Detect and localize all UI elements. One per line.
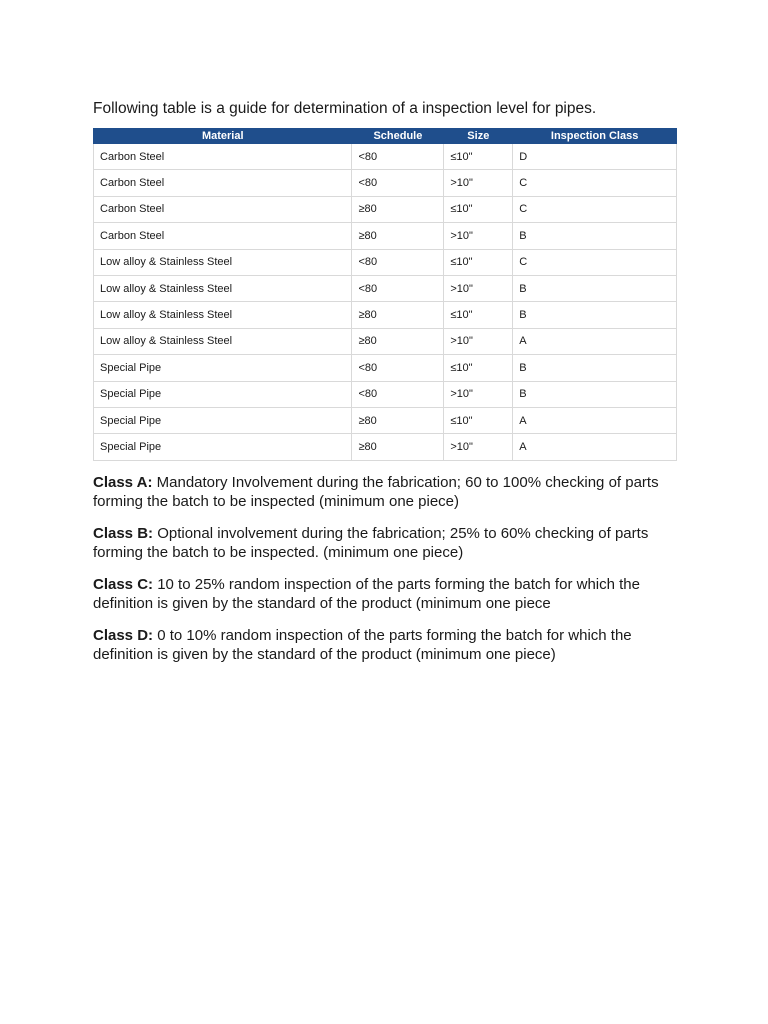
- class-c-definition: [93, 576, 677, 613]
- table-row: [94, 144, 677, 170]
- class-d-definition: [93, 627, 677, 664]
- cell-material: Low alloy & Stainless Steel: [94, 249, 352, 275]
- class-b-text: Optional involvement during the fabrication; 25% to 60% checking of parts forming the batch to be inspected. (minimum one piece): [93, 525, 649, 561]
- table-row: [94, 381, 677, 407]
- cell-size: >10": [444, 328, 513, 354]
- header-size: Size: [444, 129, 513, 144]
- cell-size: ≤10": [444, 302, 513, 328]
- cell-material: Special Pipe: [94, 355, 352, 381]
- cell-inspection-class: B: [513, 381, 677, 407]
- cell-inspection-class: C: [513, 196, 677, 222]
- cell-schedule: ≥80: [352, 328, 444, 354]
- cell-inspection-class: A: [513, 328, 677, 354]
- cell-size: ≤10": [444, 144, 513, 170]
- class-b-definition: [93, 525, 677, 562]
- cell-inspection-class: D: [513, 144, 677, 170]
- cell-material: Special Pipe: [94, 407, 352, 433]
- inspection-level-table: [93, 128, 677, 461]
- table-row: [94, 434, 677, 460]
- cell-size: ≤10": [444, 355, 513, 381]
- cell-material: Carbon Steel: [94, 144, 352, 170]
- cell-inspection-class: B: [513, 275, 677, 301]
- table-row: [94, 249, 677, 275]
- cell-size: ≤10": [444, 407, 513, 433]
- cell-inspection-class: C: [513, 170, 677, 196]
- table-row: [94, 275, 677, 301]
- cell-size: >10": [444, 434, 513, 460]
- cell-schedule: ≥80: [352, 196, 444, 222]
- class-b-label: Class B:: [93, 525, 154, 542]
- cell-size: >10": [444, 381, 513, 407]
- cell-material: Special Pipe: [94, 434, 352, 460]
- cell-size: ≤10": [444, 196, 513, 222]
- table-row: [94, 223, 677, 249]
- cell-schedule: <80: [352, 170, 444, 196]
- cell-schedule: ≥80: [352, 223, 444, 249]
- table-header-row: [94, 129, 677, 144]
- cell-inspection-class: A: [513, 407, 677, 433]
- cell-material: Low alloy & Stainless Steel: [94, 275, 352, 301]
- table-row: [94, 196, 677, 222]
- cell-schedule: <80: [352, 381, 444, 407]
- cell-material: Special Pipe: [94, 381, 352, 407]
- cell-schedule: <80: [352, 275, 444, 301]
- header-material: Material: [94, 129, 352, 144]
- class-a-definition: [93, 474, 677, 511]
- intro-text: Following table is a guide for determination of a inspection level for pipes.: [93, 100, 597, 117]
- cell-inspection-class: A: [513, 434, 677, 460]
- cell-schedule: ≥80: [352, 434, 444, 460]
- header-schedule: Schedule: [352, 129, 444, 144]
- cell-size: >10": [444, 170, 513, 196]
- table-row: [94, 407, 677, 433]
- class-c-text: 10 to 25% random inspection of the parts forming the batch for which the definition is given by the standard of the product (minimum one piece: [93, 576, 640, 612]
- cell-schedule: <80: [352, 249, 444, 275]
- cell-size: ≤10": [444, 249, 513, 275]
- cell-inspection-class: B: [513, 355, 677, 381]
- cell-material: Low alloy & Stainless Steel: [94, 302, 352, 328]
- class-definitions: [93, 474, 677, 678]
- cell-material: Carbon Steel: [94, 170, 352, 196]
- table-row: [94, 302, 677, 328]
- table-row: [94, 170, 677, 196]
- cell-size: >10": [444, 275, 513, 301]
- class-a-text: Mandatory Involvement during the fabrication; 60 to 100% checking of parts forming the batch to be inspected (minimum one piece): [93, 474, 659, 510]
- header-inspection-class: Inspection Class: [513, 129, 677, 144]
- cell-material: Carbon Steel: [94, 196, 352, 222]
- cell-schedule: ≥80: [352, 302, 444, 328]
- cell-size: >10": [444, 223, 513, 249]
- cell-schedule: <80: [352, 144, 444, 170]
- cell-material: Carbon Steel: [94, 223, 352, 249]
- cell-inspection-class: B: [513, 302, 677, 328]
- class-d-label: Class D:: [93, 627, 154, 644]
- cell-schedule: <80: [352, 355, 444, 381]
- table-row: [94, 328, 677, 354]
- class-d-text: 0 to 10% random inspection of the parts forming the batch for which the definition is given by the standard of the product (minimum one piece): [93, 627, 632, 663]
- cell-material: Low alloy & Stainless Steel: [94, 328, 352, 354]
- class-c-label: Class C:: [93, 576, 154, 593]
- cell-schedule: ≥80: [352, 407, 444, 433]
- table-row: [94, 355, 677, 381]
- cell-inspection-class: C: [513, 249, 677, 275]
- class-a-label: Class A:: [93, 474, 153, 491]
- cell-inspection-class: B: [513, 223, 677, 249]
